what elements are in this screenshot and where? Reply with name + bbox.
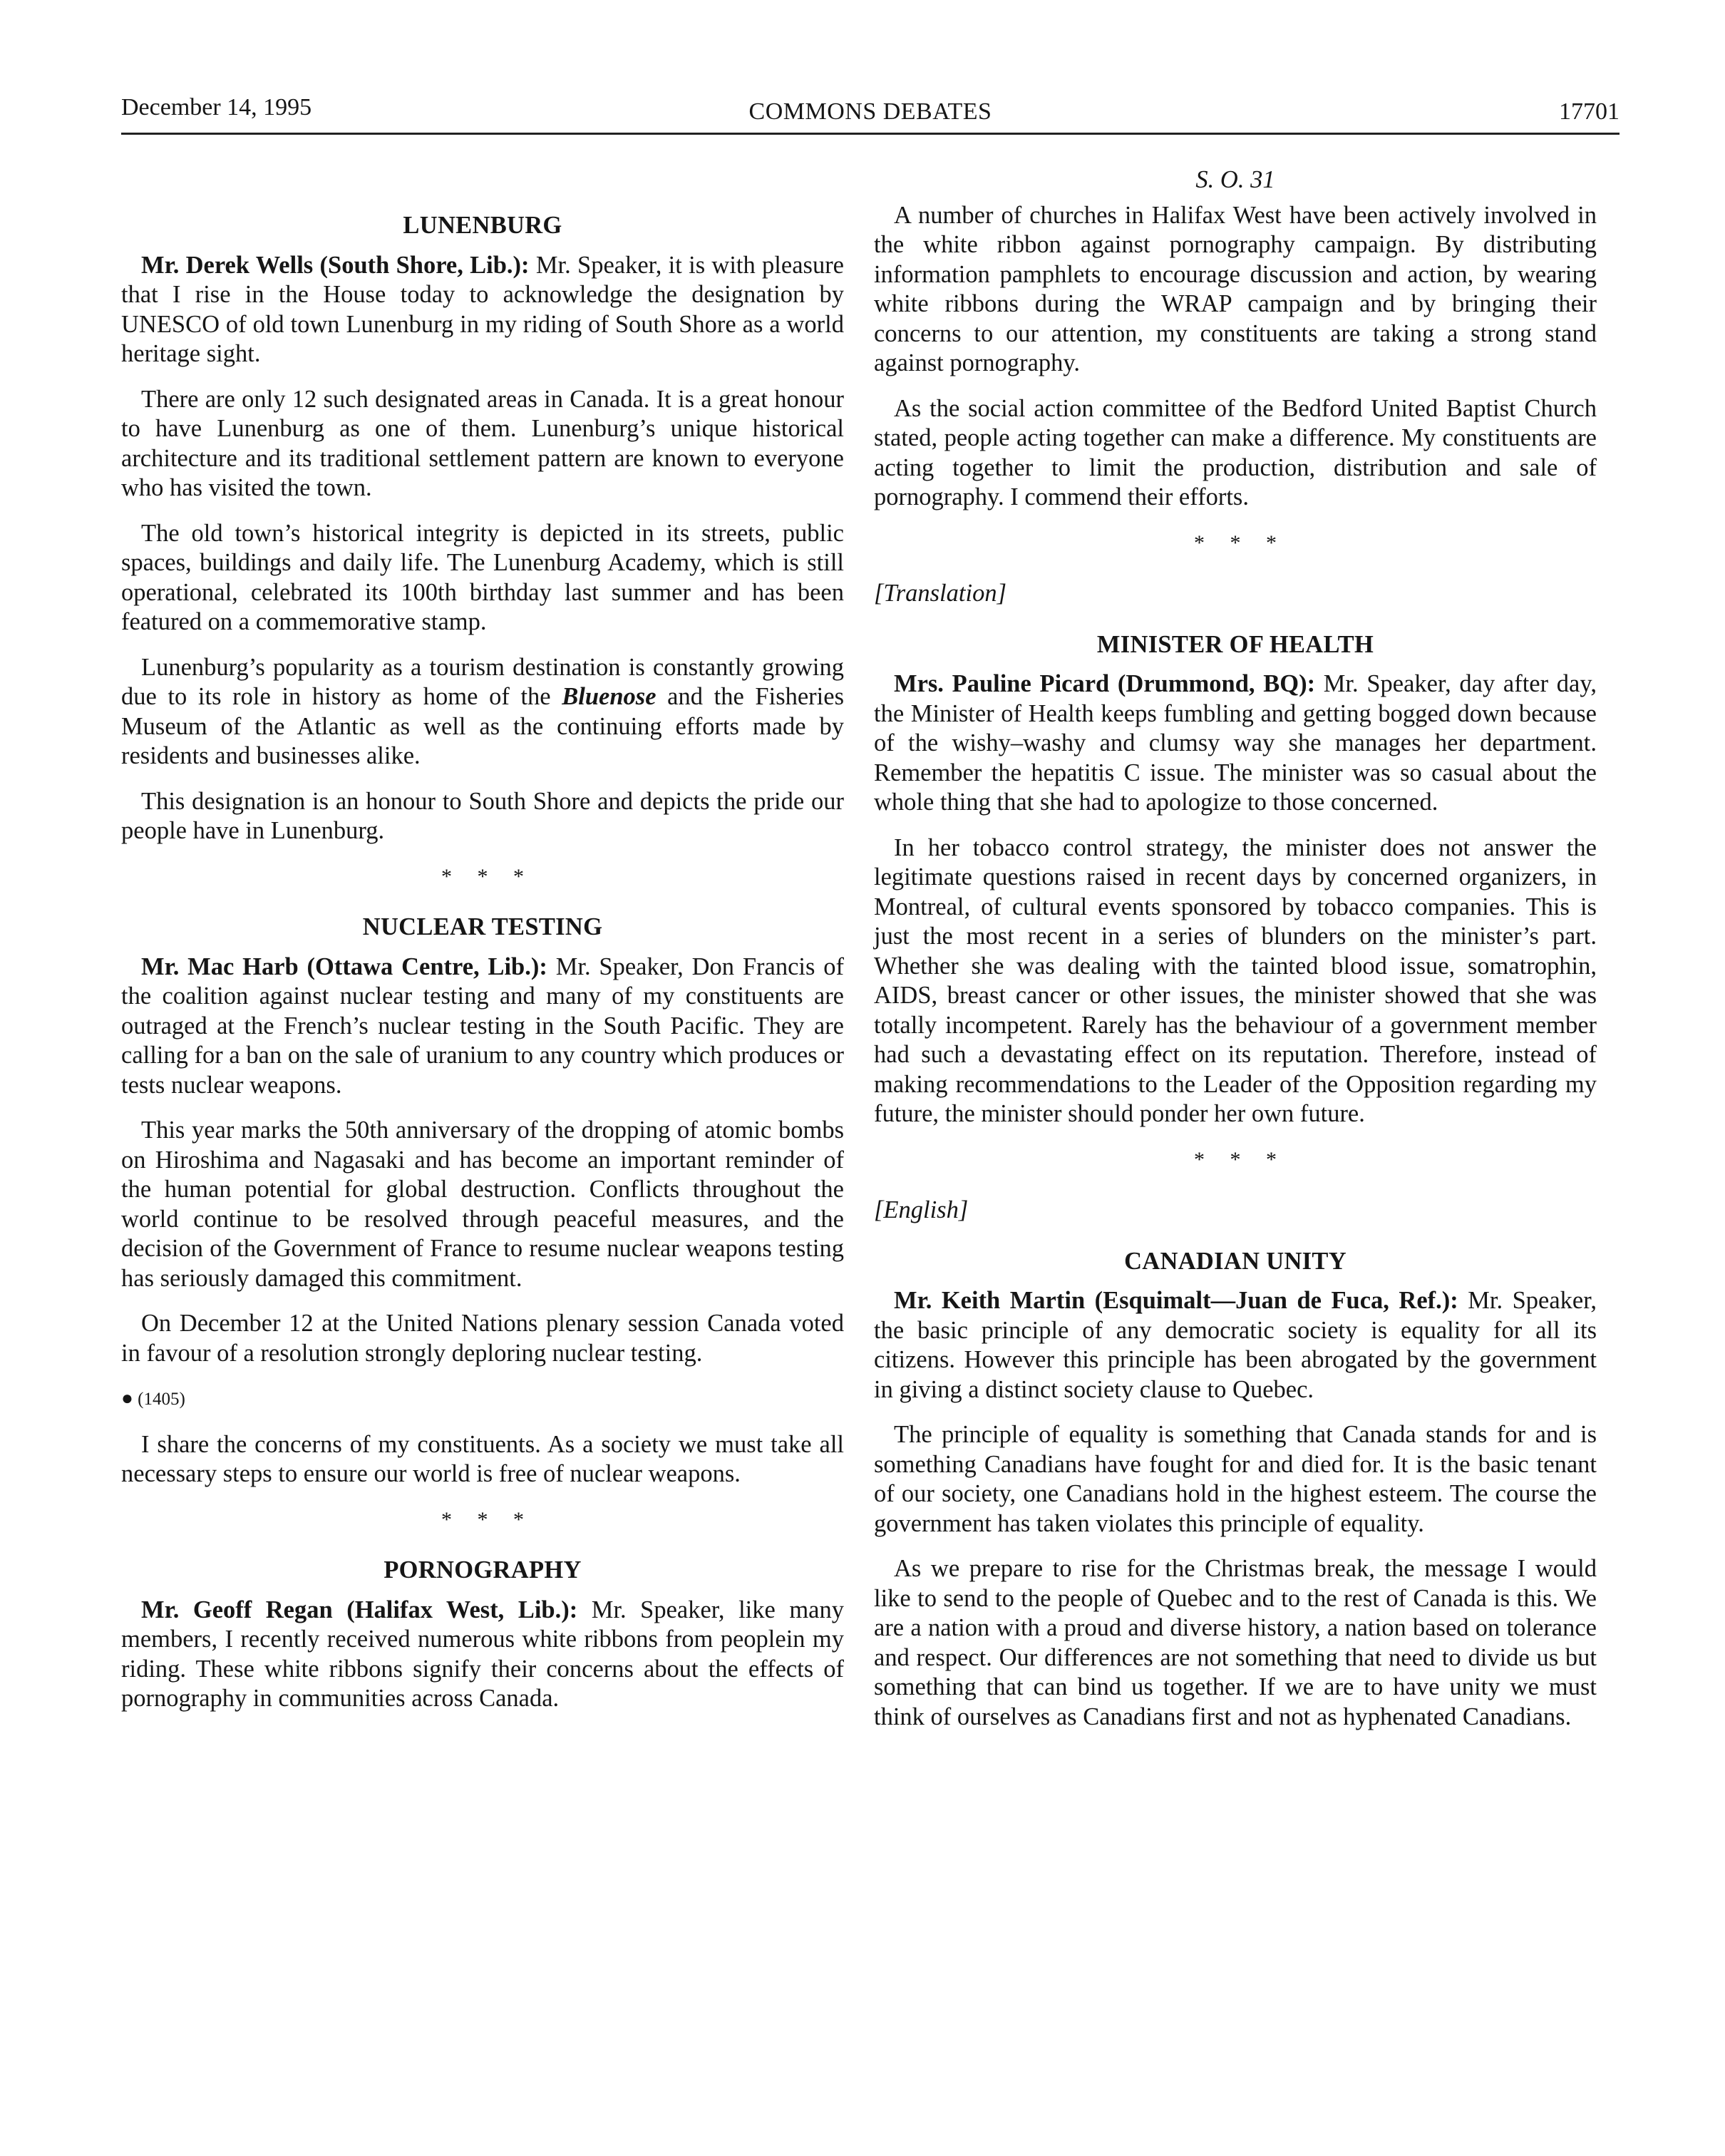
paragraph: There are only 12 such designated areas in Canada. It is a great honour to have Lunenburg as one of them. Lunenburg’s unique historical architecture and its traditional settlement pattern are known to everyone who has visited the town.: [121, 385, 844, 501]
left-column: [121, 211, 844, 1730]
translation-tag: [Translation]: [874, 580, 1006, 607]
paragraph: A number of churches in Halifax West have been actively involved in the white ribbon against pornography campaign. By distributing information pamphlets to encourage discussion and action, by wearing white ribbons during the WRAP campaign and by bringing their concerns to our attention, my constituents are taking a strong stand against pornography.: [874, 201, 1597, 376]
standing-order-label: S. O. 31: [1195, 166, 1275, 193]
speaker-name: Mr. Geoff Regan (Halifax West, Lib.):: [141, 1596, 578, 1623]
paragraph-text: Lunenburg’s popularity as a tourism destination is constantly growing due to its role in history as home of the: [121, 653, 844, 710]
page-header: [121, 88, 1620, 135]
paragraph-text: Mr. Speaker, it is with pleasure that I rise in the House today to acknowledge the designation by UNESCO of old town Lunenburg in my riding of South Shore as a world heritage sight.: [121, 251, 844, 367]
paragraph: [121, 953, 844, 1101]
speaker-name: Mr. Derek Wells (South Shore, Lib.):: [141, 251, 530, 279]
paragraph: [121, 1596, 844, 1714]
paragraph: The old town’s historical integrity is depicted in its streets, public spaces, buildings and daily life. The Lunenburg Academy, which is still operational, celebrated its 100th birthday last summer and has been featured on a commemorative stamp.: [121, 519, 844, 635]
english-tag: [English]: [874, 1196, 969, 1223]
speaker-name: Mr. Keith Martin (Esquimalt—Juan de Fuca, Ref.):: [894, 1287, 1458, 1314]
paragraph: In her tobacco control strategy, the minister does not answer the legitimate questions raised in recent days by concerned organizers, in Montreal, of cultural events sponsored by tobacco companies. This is just the most recent in a series of blunders on the minister’s part. Whether she was dealing with the tainted blood issue, somatrophin, AIDS, breast cancer or other issues, the minister showed that she was totally incompetent. Rarely has the behaviour of a government member had such a devastating effect on its reputation. Therefore, instead of making recommendations to the Leader of the Opposition regarding my future, the minister should ponder her own future.: [874, 833, 1597, 1127]
section-separator: * * *: [1194, 530, 1287, 555]
paragraph: This year marks the 50th anniversary of the dropping of atomic bombs on Hiroshima and Nagasaki and has become an important reminder of the human potential for global destruction. Conflicts throughout the world continue to be resolved through peaceful measures, and the decision of the Government of France to resume nuclear weapons testing has seriously damaged this commitment.: [121, 1116, 844, 1292]
section-heading-nuclear: NUCLEAR TESTING: [362, 913, 603, 940]
speaker-name: Mrs. Pauline Picard (Drummond, BQ):: [894, 670, 1316, 697]
paragraph: As we prepare to rise for the Christmas break, the message I would like to send to the people of Quebec and to the rest of Canada is this. We are a nation with a proud and diverse history, a nation based on tolerance and respect. Our differences are not something that need to divide us but something that can bind us together. If we are to have unity we must think of ourselves as Canadians first and not as hyphenated Canadians.: [874, 1555, 1597, 1730]
section-heading-health: MINISTER OF HEALTH: [1096, 630, 1374, 658]
paragraph-text: Mr. Speaker, day after day, the Minister of Health keeps fumbling and getting bogged down because of the wishy–washy and clumsy way she manages her department. Remember the hepatitis C issue. The minister was so casual about the whole thing that she had to apologize to those concerned.: [874, 670, 1597, 816]
ship-name: Bluenose: [562, 683, 656, 710]
header-title: COMMONS DEBATES: [748, 98, 992, 125]
time-marker: [121, 1384, 844, 1415]
time-marker-text: (1405): [138, 1390, 185, 1409]
paragraph: [121, 653, 844, 771]
bullet-icon: ●: [121, 1387, 133, 1410]
paragraph: [874, 1286, 1597, 1405]
section-heading-unity: CANADIAN UNITY: [1124, 1247, 1346, 1275]
paragraph-text: Mr. Speaker, the basic principle of any democratic society is equality for all its citizens. However this principle has been abrogated by the government in giving a distinct society clause to Quebec.: [874, 1287, 1597, 1403]
paragraph: On December 12 at the United Nations plenary session Canada voted in favour of a resolution strongly deploring nuclear testing.: [121, 1310, 844, 1367]
paragraph-text: Mr. Speaker, like many members, I recently received numerous white ribbons from peoplein my riding. These white ribbons signify their concerns about the effects of pornography in communities across Canada.: [121, 1596, 844, 1712]
section-heading-lunenburg: LUNENBURG: [403, 212, 562, 239]
paragraph: [874, 669, 1597, 818]
paragraph: I share the concerns of my constituents. As a society we must take all necessary steps to ensure our world is free of nuclear weapons.: [121, 1430, 844, 1487]
paragraph-text: and the Fisheries Museum of the Atlantic as well as the continuing efforts made by residents and businesses alike.: [121, 683, 844, 769]
page-number: 17701: [1559, 98, 1620, 125]
paragraph: This designation is an honour to South Shore and depicts the pride our people have in Lunenburg.: [121, 787, 844, 844]
header-date: December 14, 1995: [121, 94, 312, 120]
section-separator: * * *: [441, 864, 534, 888]
section-separator: * * *: [441, 1507, 534, 1531]
section-heading-pornography: PORNOGRAPHY: [383, 1556, 582, 1583]
speaker-name: Mr. Mac Harb (Ottawa Centre, Lib.):: [141, 953, 547, 980]
paragraph: As the social action committee of the Bedford United Baptist Church stated, people acting together can make a difference. My constituents are acting together to limit the production, distribution and sale of pornography. I commend their efforts.: [874, 394, 1597, 510]
section-separator: * * *: [1194, 1147, 1287, 1171]
paragraph-text: Mr. Speaker, Don Francis of the coalition against nuclear testing and many of my constituents are outraged at the French’s nuclear testing in the South Pacific. They are calling for a ban on the sale of uranium to any country which produces or tests nuclear weapons.: [121, 953, 844, 1099]
paragraph: The principle of equality is something that Canada stands for and is something Canadians have fought for and died for. It is the basic tenant of our society, one Canadians hold in the highest esteem. The course the government has taken violates this principle of equality.: [874, 1421, 1597, 1537]
paragraph: [121, 251, 844, 369]
right-column: [874, 165, 1597, 1747]
